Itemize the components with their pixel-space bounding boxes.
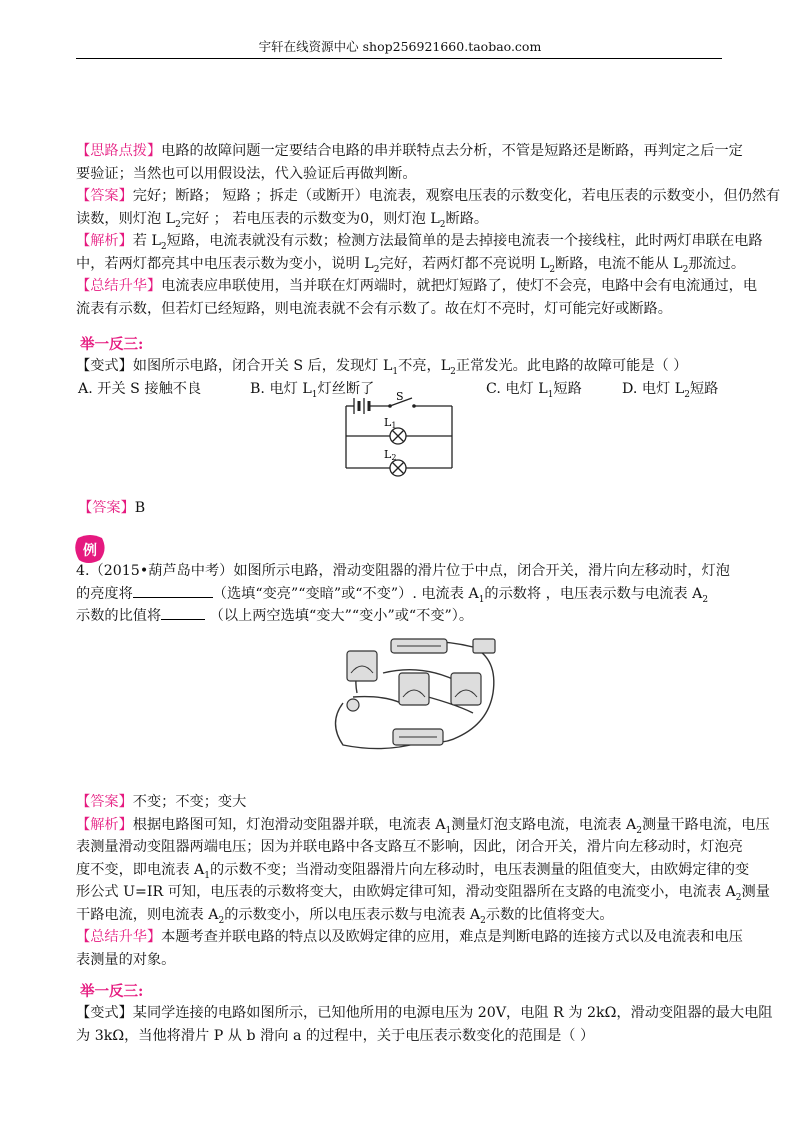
text-line: 【总结升华】电流表应串联使用，当并联在灯两端时，就把灯短路了，使灯不会亮，电路中会有电流通过，电 xyxy=(76,278,758,294)
option-a: A. 开关 S 接触不良 xyxy=(78,381,202,397)
variant-2 xyxy=(76,1002,773,1047)
text-line: 【总结升华】本题考查并联电路的特点以及欧姆定律的应用，难点是判断电路的连接方式以及电流表和电压 xyxy=(76,929,743,945)
lamp-l2-label: L2 xyxy=(384,448,397,462)
example-4-solution xyxy=(76,791,770,971)
switch-label: S xyxy=(396,390,404,403)
tag-analysis: 【解析】 xyxy=(76,233,133,249)
text-line: 为 3kΩ，当他将滑片 P 从 b 滑向 a 的过程中，关于电压表示数变化的范围是（ ） xyxy=(76,1027,595,1044)
text-line: 干路电流，则电流表 $A_2$的示数变小，所以电压表示数与电流表 $A_2$示数的比值将变大。 xyxy=(76,906,614,926)
text-line: 中，若两灯都亮其中电压表示数为变小，说明 $L_2$完好，若两灯都不亮说明 $L_2$断路，电流不能从 $L_2$那流过。 xyxy=(76,255,746,275)
text-line: 示数的比值将 （以上两空选填“变大”“变小”或“不变”）。 xyxy=(76,605,724,628)
answer-blank[interactable] xyxy=(133,583,213,598)
option-c: C. 电灯 $L_1$短路 xyxy=(486,381,582,400)
text-line: 流表有示数，但若灯已经短路，则电流表就不会有示数了。故在灯不亮时，灯可能完好或断路。 xyxy=(76,300,672,317)
text-line: 【思路点拨】电路的故障问题一定要结合电路的串并联特点去分析，不管是短路还是断路，再判定之后一定 xyxy=(76,143,743,159)
header-rule xyxy=(76,58,722,59)
text-line: 【解析】根据电路图可知，灯泡滑动变阻器并联，电流表 $A_1$测量灯泡支路电流，电流表 $A_2$测量干路电流，电压 xyxy=(76,816,770,836)
text-line: 的亮度将 （选填“变亮”“变暗”或“不变”）. 电流表 $A_1$的示数将 ，电压表示数与电流表 $A_2$ xyxy=(76,583,724,606)
text-line: 表测量的对象。 xyxy=(76,951,176,968)
lamp-l1-label: L1 xyxy=(384,416,397,430)
example-4 xyxy=(76,560,730,628)
text-line: 读数，则灯泡 $L_2$完好 ； 若电压表的示数变为0，则灯泡 $L_2$断路。 xyxy=(76,210,489,230)
switch-contact xyxy=(412,404,416,408)
text-line: 形公式 U=IR 可知，电压表的示数将变大，由欧姆定律可知，滑动变阻器所在支路的电流变小，电流表 $A_2$测量 xyxy=(76,884,770,903)
variant-answer: 【答案】B xyxy=(78,500,146,516)
text-line: 【解析】若 $L_2$短路，电流表就没有示数；检测方法最简单的是去掉接电流表一个接线柱，此时两灯串联在电路 xyxy=(76,233,763,252)
text-line: 要验证；当然也可以用假设法，代入验证后再做判断。 xyxy=(76,165,417,182)
option-b: B. 电灯 $L_1$灯丝断了 xyxy=(250,381,375,400)
tag-answer: 【答案】 xyxy=(76,188,133,204)
apparatus-illustration xyxy=(323,633,513,755)
tag-summary: 【总结升华】 xyxy=(76,278,162,294)
text-line: 度不变，即电流表 $A_1$的示数不变；当滑动变阻器滑片向左移动时，电压表测量的阻值变大，由欧姆定律的变 xyxy=(76,861,750,881)
page-header: 宇轩在线资源中心 shop256921660.taobao.com xyxy=(258,39,542,54)
section-analysis xyxy=(76,140,781,320)
variant-stem: 【变式】如图所示电路，闭合开关 S 后，发现灯 $L_1$不亮，$L_2$正常发光。此电路的故障可能是（ ） xyxy=(76,358,688,377)
switch-pivot xyxy=(388,404,392,408)
text-line: 4.（2015•葫芦岛中考）如图所示电路，滑动变阻器的滑片位于中点，闭合开关，滑片向左移动时，灯泡 xyxy=(76,563,730,579)
text-line: 【答案】完好；断路； 短路 ；拆走（或断开）电流表，观察电压表的示数变化，若电压表的示数变小，但仍然有 xyxy=(76,188,781,204)
section-heading: 举一反三: xyxy=(80,983,144,1000)
svg-text:例: 例 xyxy=(83,543,97,559)
circuit-diagram xyxy=(336,388,462,480)
option-d: D. 电灯 $L_2$短路 xyxy=(622,381,719,400)
section-heading: 举一反三: xyxy=(80,336,144,353)
text-line: 【答案】不变；不变；变大 xyxy=(76,794,247,810)
tag-thinking: 【思路点拨】 xyxy=(76,143,162,159)
answer-blank[interactable] xyxy=(161,605,205,620)
text-line: 【变式】某同学连接的电路如图所示，已知他所用的电源电压为 20V，电阻 R 为 2kΩ，滑动变阻器的最大电阻 xyxy=(76,1005,773,1021)
text-line: 表测量滑动变阻器两端电压；因为并联电路中各支路互不影响，因此，闭合开关，滑片向左移动时，灯泡亮 xyxy=(76,839,743,855)
